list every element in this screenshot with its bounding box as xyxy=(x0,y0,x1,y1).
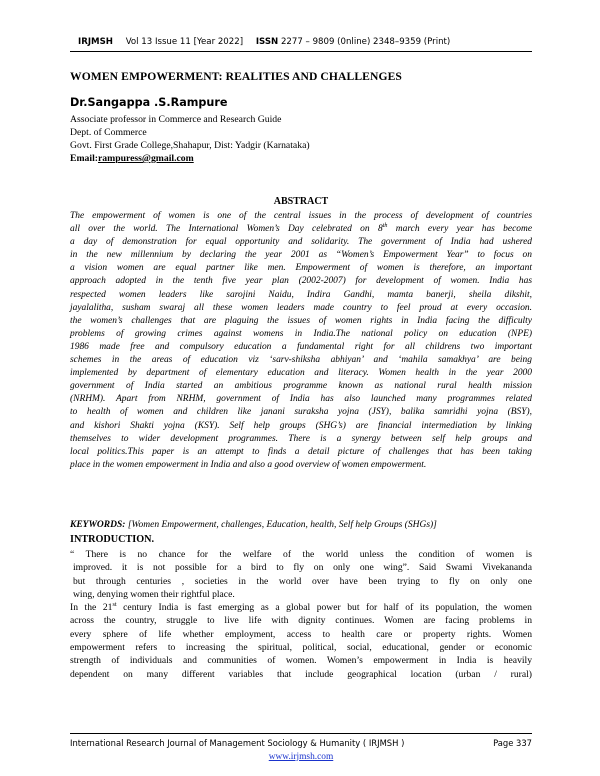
abstract-line: a vision women are equal partner like men. Empowerment of women is therefore, an important xyxy=(70,263,532,274)
quote-line: but through centuries , societies in the world over have been trying to fly on only one xyxy=(73,575,532,587)
body-line: strength of individuals and communities of women. Women’s empowerment in India is heavily xyxy=(70,655,532,667)
volume-info: Vol 13 Issue 11 [Year 2022] xyxy=(125,37,244,47)
running-footer xyxy=(70,738,532,748)
email-link[interactable]: rampuress@gmail.com xyxy=(97,153,194,164)
quote-line: “ There is no chance for the welfare of the world unless the condition of women is xyxy=(70,549,532,560)
body-line: every sphere of life whether employment, access to health care or property rights. Women xyxy=(70,628,532,640)
abstract-line: approach adopted in the tenth five year plan (2002-2007) for development of women. India has xyxy=(70,276,532,287)
introduction-heading: INTRODUCTION. xyxy=(70,534,155,545)
abstract-line: the women’s challenges that are plaguing the issues of women rights in India facing the difficulty xyxy=(70,315,532,326)
abstract-line: problems of growing crimes against womens in India.The national policy on education (NPE) xyxy=(70,328,532,339)
abstract-line: a day of demonstration for equal opportunity and solidarity. The government of India had ushered xyxy=(70,237,532,248)
abstract-line: schemes in the areas of education viz ‘sarv-shiksha abhiyan’ and ‘mahila samakhya’ are being xyxy=(70,355,532,366)
abstract-line: (NRHM). Apart from NRHM, government of India has also launched many programmes related xyxy=(70,394,532,405)
author-position: Associate professor in Commerce and Research Guide xyxy=(70,114,282,125)
header-divider xyxy=(70,51,532,52)
abstract-line: themselves to wider development programmes. There is a synergy between self help groups and xyxy=(70,433,532,444)
abstract-line: to health of women and children like janani suraksha yojna (JSY), balika samridhi yojna (BSY), xyxy=(70,407,532,418)
quote-line: improved. it is not possible for a bird to fly on only one wing”. Said Swami Vivekananda xyxy=(73,562,532,574)
body-line: empowerment refers to increasing the spiritual, political, social, educational, gender or economic xyxy=(70,642,532,654)
issn-label: ISSN xyxy=(255,37,279,47)
issn-numbers: 2277 – 9809 (0nline) 2348–9359 (Print) xyxy=(280,37,451,47)
abstract-line: local politics.This paper is an attempt to finds a detail picture of challenges that has been taking xyxy=(70,446,532,457)
introduction-body xyxy=(70,548,532,681)
abstract-heading: ABSTRACT xyxy=(273,196,329,207)
body-line: dependent on many different variables that include geographical location (urban / rural) xyxy=(70,668,532,680)
abstract-line: The empowerment of women is one of the central issues in the process of development of countries xyxy=(70,211,532,221)
running-header xyxy=(78,37,528,47)
author-email-line xyxy=(70,152,532,165)
paper-title: WOMEN EMPOWERMENT: REALITIES AND CHALLENGES xyxy=(70,70,402,83)
abstract-line: and kishori Shakti yojna (KSY). Self help groups (SHG’s) are financial intermediation by linking xyxy=(70,420,532,431)
quote-line: wing, denying women their rightful place. xyxy=(73,588,235,600)
body-line: across the country, struggle to live life with dignity continues. Women are facing problems in xyxy=(70,615,532,627)
body-line: In the 21st century India is fast emerging as a global power but for half of its population, the women xyxy=(70,601,532,614)
keywords-line xyxy=(70,520,540,530)
footer-divider xyxy=(70,733,532,734)
keywords-list: [Women Empowerment, challenges, Education, health, Self help Groups (SHGs)] xyxy=(127,520,437,530)
abstract-text xyxy=(70,210,532,472)
page-number: Page 337 xyxy=(493,738,532,748)
abstract-line: 1986 made free and compulsory education a fundamental right for all childrens two important xyxy=(70,341,532,352)
abstract-line: jayalalitha, susham swaraj all these women leaders made country to feel proud at every occasion. xyxy=(70,302,532,313)
journal-full-name: International Research Journal of Management Sociology & Humanity ( IRJMSH ) xyxy=(70,738,405,748)
abstract-line: respected women leaders like sarojini Naidu, Indira Gandhi, mamta banerji, sheila dikshit, xyxy=(70,289,532,300)
journal-website-link[interactable]: www.irjmsh.com xyxy=(268,752,334,762)
journal-abbrev: IRJMSH xyxy=(78,37,113,47)
author-department: Dept. of Commerce xyxy=(70,127,147,138)
abstract-line: in the new millennium by declaring the year 2001 as “Women’s Empowerment Year” to focus on xyxy=(70,250,532,261)
email-label: Email: xyxy=(70,153,98,164)
abstract-line: government of India started an ambitious programme known as national rural health mission xyxy=(70,381,532,392)
abstract-line: all over the world. The International Women’s Day celebrated on 8th march every year has become xyxy=(70,222,533,235)
abstract-line: place in the women empowerment in India and also a good overview of women empowerment. xyxy=(70,459,427,470)
author-institution: Govt. First Grade College,Shahapur, Dist: Yadgir (Karnataka) xyxy=(70,140,310,151)
author-name: Dr.Sangappa .S.Rampure xyxy=(70,96,228,109)
keywords-label: KEYWORDS: xyxy=(70,520,126,530)
abstract-line: implemented by department of elementary education and literacy. Women health in the year 2000 xyxy=(70,368,532,379)
